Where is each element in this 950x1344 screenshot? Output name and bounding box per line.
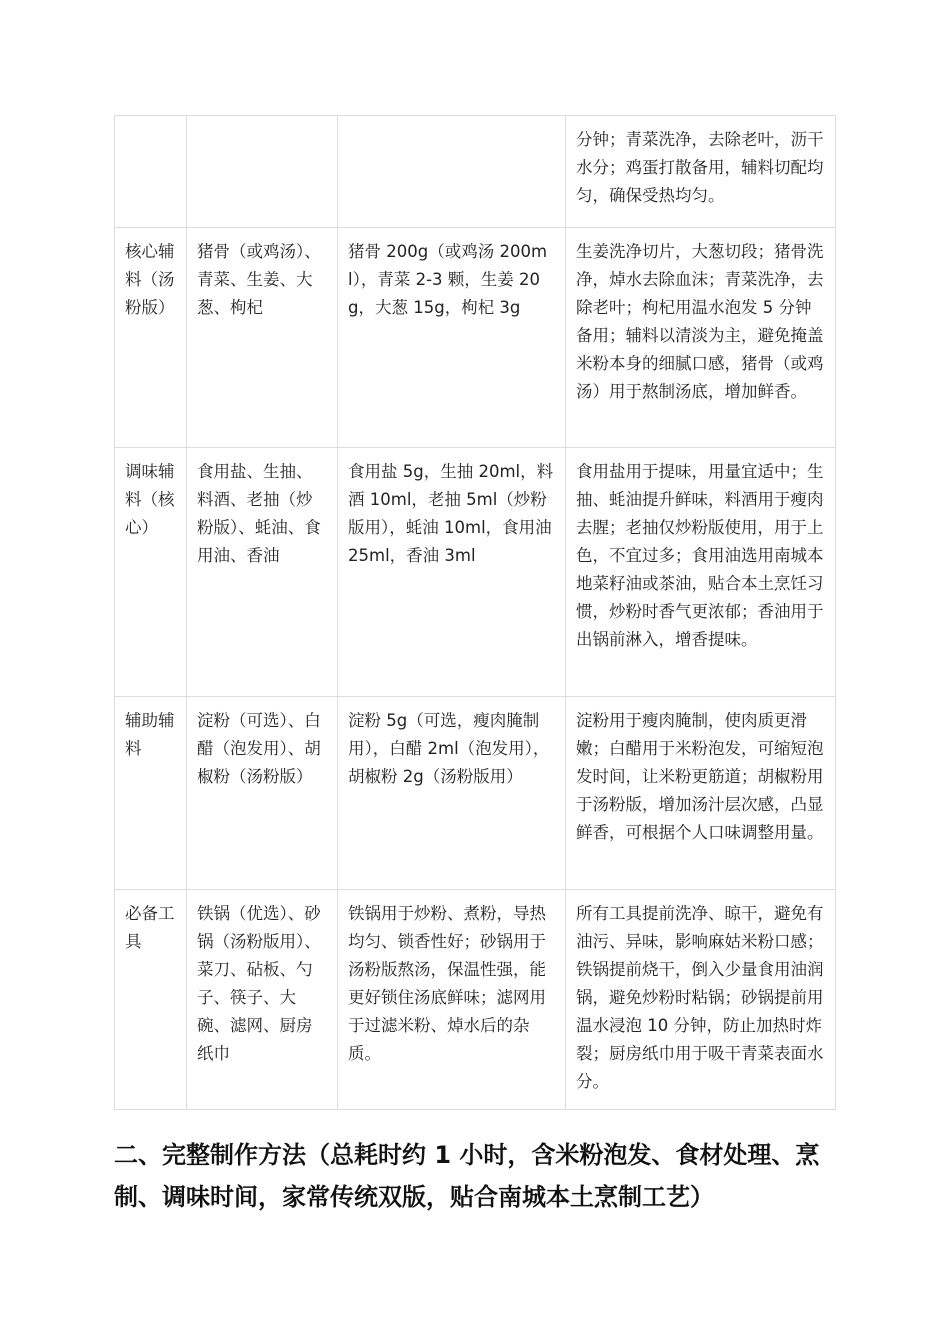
category-cell: 辅助辅料	[115, 697, 187, 890]
notes-cell: 淀粉用于瘦肉腌制，使肉质更滑嫩；白醋用于米粉泡发，可缩短泡发时间，让米粉更筋道；胡椒粉用于汤粉版，增加汤汁层次感，凸显鲜香，可根据个人口味调整用量。	[566, 697, 836, 890]
notes-cell: 食用盐用于提味，用量宜适中；生抽、蚝油提升鲜味，料酒用于瘦肉去腥；老抽仅炒粉版使用，用于上色，不宜过多；食用油选用南城本地菜籽油或茶油，贴合本土烹饪习惯，炒粉时香气更浓郁；香油用于出锅前淋入，增香提味。	[566, 448, 836, 697]
notes-cell: 分钟；青菜洗净，去除老叶，沥干水分；鸡蛋打散备用，辅料切配均匀，确保受热均匀。	[566, 116, 836, 228]
table-row	[115, 890, 836, 1110]
items-cell: 食用盐、生抽、料酒、老抽（炒粉版）、蚝油、食用油、香油	[187, 448, 338, 697]
notes-cell: 生姜洗净切片，大葱切段；猪骨洗净，焯水去除血沫；青菜洗净，去除老叶；枸杞用温水泡发 5 分钟备用；辅料以清淡为主，避免掩盖米粉本身的细腻口感，猪骨（或鸡汤）用于熬制汤底，增加鲜香。	[566, 228, 836, 448]
section-heading: 二、完整制作方法（总耗时约 1 小时，含米粉泡发、食材处理、烹制、调味时间，家常传统双版，贴合南城本土烹制工艺）	[114, 1141, 820, 1211]
ingredients-table	[114, 115, 836, 1110]
category-cell	[115, 116, 187, 228]
items-cell: 铁锅（优选）、砂锅（汤粉版用）、菜刀、砧板、勺子、筷子、大碗、滤网、厨房纸巾	[187, 890, 338, 1110]
amount-cell: 铁锅用于炒粉、煮粉，导热均匀、锁香性好；砂锅用于汤粉版熬汤，保温性强，能更好锁住汤底鲜味；滤网用于过滤米粉、焯水后的杂质。	[338, 890, 566, 1110]
amount-cell: 猪骨 200g（或鸡汤 200ml），青菜 2-3 颗，生姜 20g，大葱 15g，枸杞 3g	[338, 228, 566, 448]
table-row	[115, 228, 836, 448]
items-cell: 猪骨（或鸡汤）、青菜、生姜、大葱、枸杞	[187, 228, 338, 448]
items-cell: 淀粉（可选）、白醋（泡发用）、胡椒粉（汤粉版）	[187, 697, 338, 890]
notes-cell: 所有工具提前洗净、晾干，避免有油污、异味，影响麻姑米粉口感；铁锅提前烧干，倒入少量食用油润锅，避免炒粉时粘锅；砂锅提前用温水浸泡 10 分钟，防止加热时炸裂；厨房纸巾用于吸干青菜表面水分。	[566, 890, 836, 1110]
category-cell: 必备工具	[115, 890, 187, 1110]
table-row	[115, 697, 836, 890]
table-row	[115, 116, 836, 228]
items-cell	[187, 116, 338, 228]
amount-cell	[338, 116, 566, 228]
amount-cell: 食用盐 5g，生抽 20ml，料酒 10ml，老抽 5ml（炒粉版用），蚝油 10ml，食用油 25ml，香油 3ml	[338, 448, 566, 697]
category-cell: 调味辅料（核心）	[115, 448, 187, 697]
amount-cell: 淀粉 5g（可选，瘦肉腌制用），白醋 2ml（泡发用），胡椒粉 2g（汤粉版用）	[338, 697, 566, 890]
category-cell: 核心辅料（汤粉版）	[115, 228, 187, 448]
table-row	[115, 448, 836, 697]
